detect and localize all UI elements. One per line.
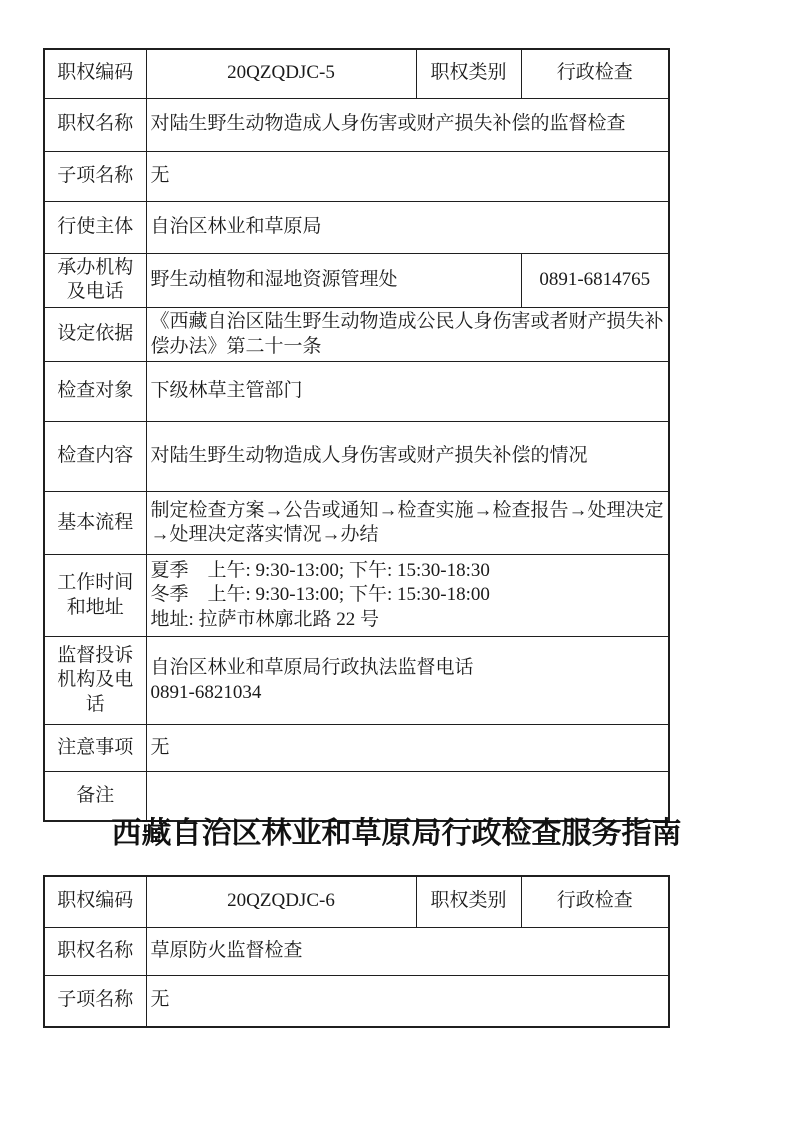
code-value: 20QZQDJC-5: [146, 49, 416, 98]
subject-label: 行使主体: [44, 201, 146, 253]
table-row: [44, 492, 669, 555]
name-label: 职权名称: [44, 98, 146, 151]
complaint-label: 监督投诉 机构及电话: [44, 637, 146, 725]
table-row: [44, 98, 669, 151]
agency-label: 承办机构 及电话: [44, 253, 146, 307]
table-row: [44, 772, 669, 821]
basis-value: 《西藏自治区陆生野生动物造成公民人身伤害或者财产损失补 偿办法》第二十一条: [146, 307, 669, 361]
content-value: 对陆生野生动物造成人身伤害或财产损失补偿的情况: [146, 422, 669, 492]
name-value: 草原防火监督检查: [146, 927, 669, 975]
table-row: [44, 362, 669, 422]
basis-label: 设定依据: [44, 307, 146, 361]
code-label: 职权编码: [44, 876, 146, 927]
code-value: 20QZQDJC-6: [146, 876, 416, 927]
table-row: [44, 555, 669, 637]
subitem-label: 子项名称: [44, 975, 146, 1027]
notes-label: 注意事项: [44, 725, 146, 772]
agency-value: 野生动植物和湿地资源管理处: [146, 253, 521, 307]
subitem-label: 子项名称: [44, 151, 146, 201]
category-value: 行政检查: [521, 49, 669, 98]
table-row: [44, 927, 669, 975]
process-value: 制定检查方案→公告或通知→检查实施→检查报告→处理决定 →处理决定落实情况→办结: [146, 492, 669, 555]
subitem-value: 无: [146, 151, 669, 201]
name-label: 职权名称: [44, 927, 146, 975]
category-label: 职权类别: [416, 49, 521, 98]
table-row: [44, 49, 669, 98]
table-row: [44, 725, 669, 772]
complaint-value: 自治区林业和草原局行政执法监督电话 0891-6821034: [146, 637, 669, 725]
table-row: [44, 307, 669, 361]
table-row: [44, 422, 669, 492]
target-label: 检查对象: [44, 362, 146, 422]
table-row: [44, 201, 669, 253]
table-row: [44, 876, 669, 927]
notes-value: 无: [146, 725, 669, 772]
page-title: 西藏自治区林业和草原局行政检查服务指南: [111, 817, 682, 850]
target-value: 下级林草主管部门: [146, 362, 669, 422]
subitem-value: 无: [146, 975, 669, 1027]
code-label: 职权编码: [44, 49, 146, 98]
table-row: [44, 975, 669, 1027]
worktime-label: 工作时间 和地址: [44, 555, 146, 637]
remark-label: 备注: [44, 772, 146, 821]
agency-phone-value: 0891-6814765: [521, 253, 669, 307]
subject-value: 自治区林业和草原局: [146, 201, 669, 253]
name-value: 对陆生野生动物造成人身伤害或财产损失补偿的监督检查: [146, 98, 669, 151]
table-row: [44, 151, 669, 201]
worktime-value: 夏季 上午: 9:30-13:00; 下午: 15:30-18:30 冬季 上午: 9:30-13:00; 下午: 15:30-18:00 地址: 拉萨市林廓北路 22 号: [146, 555, 669, 637]
remark-value: [146, 772, 669, 821]
category-value: 行政检查: [521, 876, 669, 927]
table-row: [44, 637, 669, 725]
table-row: [44, 253, 669, 307]
authority-table-1: [43, 48, 670, 822]
category-label: 职权类别: [416, 876, 521, 927]
process-label: 基本流程: [44, 492, 146, 555]
content-label: 检查内容: [44, 422, 146, 492]
authority-table-2: [43, 875, 670, 1028]
